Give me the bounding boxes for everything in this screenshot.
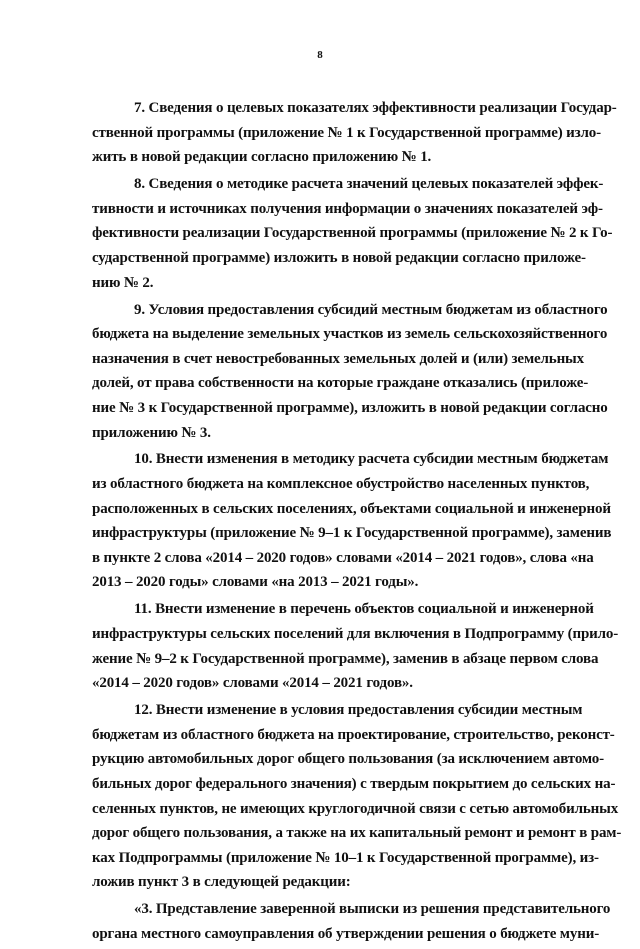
text-line: 11. Внести изменение в перечень объектов социальной и инженерной xyxy=(134,601,594,618)
text-line: расположенных в сельских поселениях, объектами социальной и инженерной xyxy=(92,500,611,517)
text-line: 12. Внести изменение в условия предоставления субсидии местным xyxy=(134,702,583,719)
text-line: фективности реализации Государственной программы (приложение № 2 к Го- xyxy=(92,225,613,242)
text-line: ние № 3 к Государственной программе), изложить в новой редакции согласно xyxy=(92,399,608,416)
text-line: ках Подпрограммы (приложение № 10–1 к Государственной программе), из- xyxy=(92,849,599,866)
text-line: из областного бюджета на комплексное обустройство населенных пунктов, xyxy=(92,476,590,493)
paragraph-12 xyxy=(92,698,622,895)
text-line: нию № 2. xyxy=(92,274,154,291)
paragraph-8 xyxy=(92,172,613,295)
text-line: тивности и источниках получения информации о значениях показателей эф- xyxy=(92,200,603,217)
text-line: «3. Представление заверенной выписки из решения представительного xyxy=(134,901,611,918)
text-line: рукцию автомобильных дорог общего пользования (за исключением автомо- xyxy=(92,751,604,768)
text-line: 9. Условия предоставления субсидий местным бюджетам из областного xyxy=(134,301,608,318)
text-line: приложению № 3. xyxy=(92,424,211,441)
text-line: бюджета на выделение земельных участков из земель сельскохозяйственного xyxy=(92,326,608,343)
text-line: ложив пункт 3 в следующей редакции: xyxy=(92,874,351,891)
text-line: 7. Сведения о целевых показателях эффективности реализации Государ- xyxy=(134,100,617,116)
text-line: 8. Сведения о методике расчета значений целевых показателей эффек- xyxy=(134,176,604,193)
text-line: бюджетам из областного бюджета на проектирование, строительство, реконст- xyxy=(92,726,615,743)
text-line: 2013 – 2020 годы» словами «на 2013 – 2021 годы». xyxy=(92,574,419,591)
text-line: ственной программы (приложение № 1 к Государственной программе) изло- xyxy=(92,124,601,141)
document-body xyxy=(92,96,622,949)
text-line: селенных пунктов, не имеющих круглогодичной связи с сетью автомобильных xyxy=(92,800,619,817)
text-line: назначения в счет невостребованных земельных долей и (или) земельных xyxy=(92,350,584,367)
paragraph-11 xyxy=(92,597,619,695)
text-line: 10. Внести изменения в методику расчета субсидии местным бюджетам xyxy=(134,451,609,468)
page-number: 8 xyxy=(317,49,323,61)
paragraph-10 xyxy=(92,447,612,595)
text-line: долей, от права собственности на которые граждане отказались (приложе- xyxy=(92,375,589,392)
text-line: дорог общего пользования, а также на их капитальный ремонт и ремонт в рам- xyxy=(92,825,622,842)
text-line: в пункте 2 слова «2014 – 2020 годов» словами «2014 – 2021 годов», слова «на xyxy=(92,549,594,566)
paragraph-9 xyxy=(92,298,608,446)
text-line: бильных дорог федерального значения) с твердым покрытием до сельских на- xyxy=(92,775,616,792)
text-line: жить в новой редакции согласно приложению № 1. xyxy=(92,149,432,166)
text-line: инфраструктуры (приложение № 9–1 к Государственной программе), заменив xyxy=(92,525,612,542)
text-line: органа местного самоуправления об утверждении решения о бюджете муни- xyxy=(92,925,600,942)
paragraph-7 xyxy=(92,96,617,170)
text-line: инфраструктуры сельских поселений для включения в Подпрограмму (прило- xyxy=(92,626,619,643)
text-line: «2014 – 2020 годов» словами «2014 – 2021 годов». xyxy=(92,675,413,692)
text-line: жение № 9–2 к Государственной программе), заменив в абзаце первом слова xyxy=(92,650,599,667)
text-line: сударственной программе) изложить в новой редакции согласно приложе- xyxy=(92,249,586,266)
